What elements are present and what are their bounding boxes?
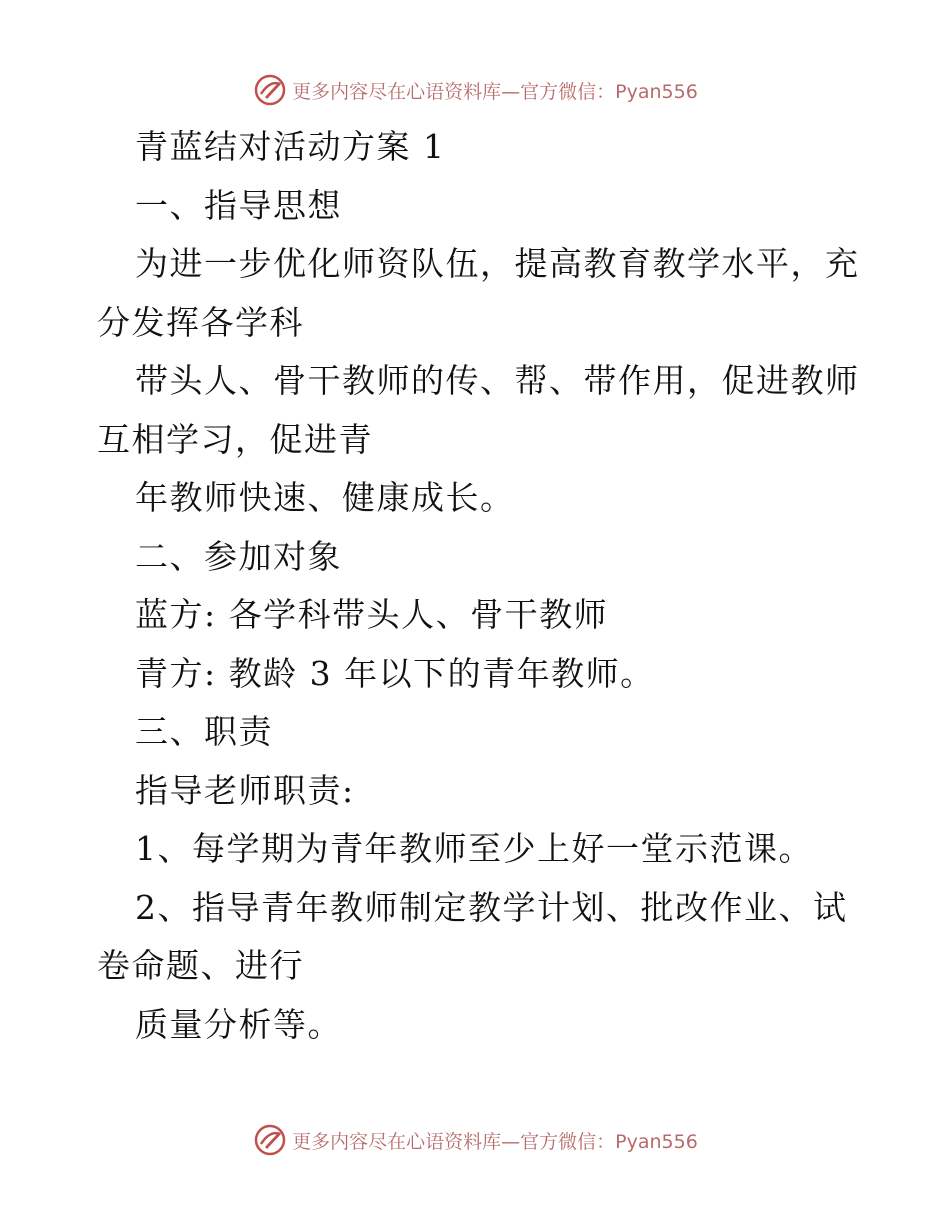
pen-logo-icon — [252, 72, 288, 108]
doc-line: 二、参加对象 — [135, 536, 342, 576]
doc-line: 带头人、骨干教师的传、帮、带作用，促进教师 — [135, 361, 860, 400]
doc-line: 1、每学期为青年教师至少上好一堂示范课。 — [135, 829, 813, 868]
doc-line: 青方: 教龄 3 年以下的青年教师。 — [135, 653, 655, 693]
doc-line: 分发挥各学科 — [97, 302, 304, 342]
watermark-text: 更多内容尽在心语资料库—官方微信：Pyan556 — [292, 80, 698, 103]
doc-line: 为进一步优化师资队伍，提高教育教学水平，充 — [135, 244, 860, 283]
watermark-text: 更多内容尽在心语资料库—官方微信：Pyan556 — [292, 1130, 698, 1153]
doc-line: 2、指导青年教师制定教学计划、批改作业、试 — [135, 887, 848, 927]
doc-line: 蓝方: 各学科带头人、骨干教师 — [135, 595, 609, 634]
doc-line: 质量分析等。 — [135, 1004, 342, 1044]
footer-watermark — [0, 1122, 950, 1158]
doc-line: 三、职责 — [135, 712, 273, 751]
doc-line: 卷命题、进行 — [97, 946, 304, 985]
doc-line: 互相学习，促进青 — [97, 419, 373, 459]
header-watermark — [0, 72, 950, 108]
doc-line: 指导老师职责: — [135, 770, 355, 810]
pen-logo-icon — [252, 1122, 288, 1158]
doc-line: 青蓝结对活动方案 1 — [135, 127, 446, 166]
document-body — [97, 118, 860, 1054]
doc-line: 一、指导思想 — [135, 185, 342, 225]
doc-line: 年教师快速、健康成长。 — [135, 478, 515, 517]
